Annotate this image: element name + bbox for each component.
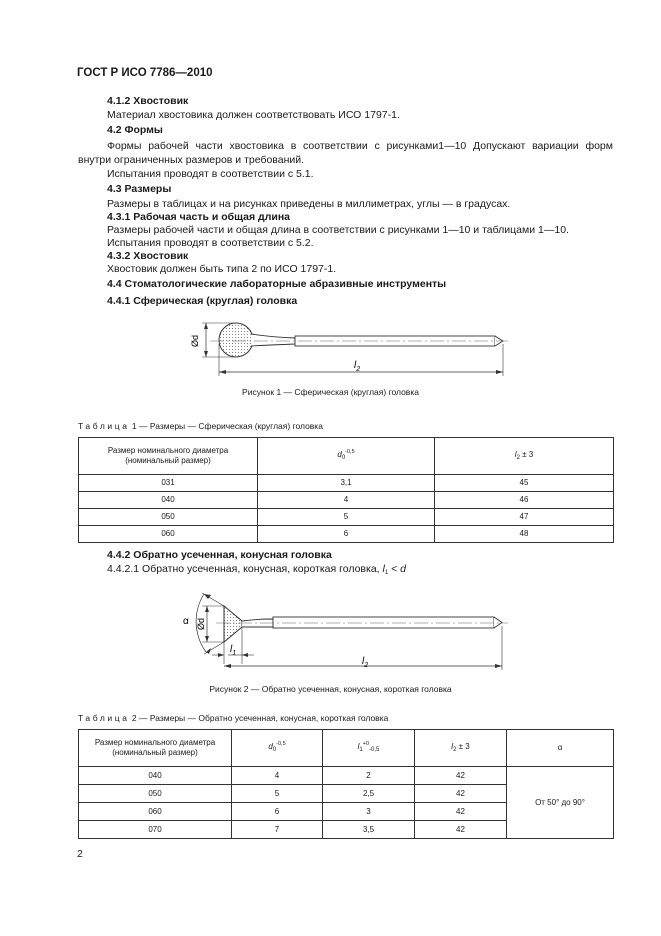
section-4-1-2-title: 4.1.2 Хвостовик	[107, 95, 189, 107]
table-cell: 3,5	[323, 821, 415, 839]
table-2-header-alpha: α	[507, 730, 614, 767]
table-cell: 2	[323, 767, 415, 785]
table-2	[78, 729, 614, 839]
table-1-header-l2: $l_2 \pm 3$	[435, 438, 614, 475]
section-4-4-2-title: 4.4.2 Обратно усеченная, конусная головка	[107, 549, 332, 561]
table-cell: 060	[79, 526, 258, 543]
table-2-alpha-value: От 50° до 90°	[507, 767, 614, 839]
section-4-2-title: 4.2 Формы	[107, 124, 163, 136]
table-cell: 5	[232, 785, 323, 803]
figure-1-dim-l2: $l_2$	[354, 360, 361, 373]
table-1	[78, 437, 614, 543]
table-cell: 070	[79, 821, 232, 839]
table-row	[79, 767, 614, 785]
table-cell: 3	[323, 803, 415, 821]
section-4-3-1-text-line1: Размеры рабочей части и общая длина в соответствии с рисунками 1—10 и таблицами 1—10.	[107, 224, 569, 236]
table-row	[79, 475, 614, 492]
table-row	[79, 526, 614, 543]
section-4-3-title: 4.3 Размеры	[107, 183, 172, 195]
page-number: 2	[77, 848, 83, 860]
table-cell: 031	[79, 475, 258, 492]
figure-2-dim-alpha: α	[183, 616, 189, 627]
table-cell: 5	[258, 509, 435, 526]
table-1-header-d: $d_0^{-0,5}$	[258, 438, 435, 475]
figure-2-drawing	[172, 586, 512, 674]
table-cell: 42	[415, 785, 507, 803]
section-4-4-2-1-title: 4.4.2.1 Обратно усеченная, конусная, короткая головка, $l_1 < d$	[107, 563, 406, 576]
section-4-4-1-title: 4.4.1 Сферическая (круглая) головка	[107, 295, 298, 307]
section-4-4-title: 4.4 Стоматологические лабораторные абразивные инструменты	[107, 278, 447, 290]
figure-2-dim-l1: $l_1$	[230, 644, 237, 657]
table-2-header-size: Размер номинального диаметра (номинальный размер)	[79, 730, 232, 767]
figure-1-caption: Рисунок 1 — Сферическая (круглая) головка	[242, 387, 419, 397]
table-cell: 47	[435, 509, 614, 526]
table-cell: 46	[435, 492, 614, 509]
document-header: ГОСТ Р ИСО 7786—2010	[77, 67, 213, 79]
table-cell: 040	[79, 492, 258, 509]
section-4-2-text-line1: Формы рабочей части хвостовика в соответствии с рисунками1—10 Допускают вариации форм	[107, 140, 613, 152]
section-4-1-2-text: Материал хвостовика должен соответствовать ИСО 1797-1.	[107, 109, 400, 121]
cone-head-shape	[224, 606, 242, 642]
table-2-header-d: $d_0^{-0,5}$	[232, 730, 323, 767]
table-cell: 42	[415, 767, 507, 785]
table-row	[79, 509, 614, 526]
table-1-caption: Таблица 1 — Размеры — Сферическая (круглая) головка	[78, 421, 323, 431]
table-cell: 4	[258, 492, 435, 509]
table-cell: 4	[232, 767, 323, 785]
section-4-2-text-line3: Испытания проводят в соответствии с 5.1.	[107, 168, 314, 180]
table-cell: 060	[79, 803, 232, 821]
table-1-header-size: Размер номинального диаметра (номинальный размер)	[79, 438, 258, 475]
figure-1-drawing	[180, 312, 510, 384]
table-cell: 48	[435, 526, 614, 543]
table-cell: 040	[79, 767, 232, 785]
table-cell: 3,1	[258, 475, 435, 492]
table-cell: 42	[415, 821, 507, 839]
table-cell: 45	[435, 475, 614, 492]
sphere-head-shape	[219, 323, 253, 357]
section-4-3-1-title: 4.3.1 Рабочая часть и общая длина	[107, 211, 290, 223]
shank-shape	[273, 617, 494, 628]
table-2-header-l1: $l_1^{+0}_{-0,5}$	[323, 730, 415, 767]
figure-2-caption: Рисунок 2 — Обратно усеченная, конусная, короткая головка	[209, 684, 452, 694]
table-cell: 2,5	[323, 785, 415, 803]
section-4-2-text-line2: внутри ограниченных размеров и требований.	[78, 154, 305, 166]
table-cell: 7	[232, 821, 323, 839]
table-cell: 050	[79, 509, 258, 526]
section-4-3-2-title: 4.3.2 Хвостовик	[107, 250, 189, 262]
section-4-3-text: Размеры в таблицах и на рисунках приведены в миллиметрах, углы — в градусах.	[107, 198, 511, 210]
table-2-caption: Таблица 2 — Размеры — Обратно усеченная, конусная, короткая головка	[78, 713, 389, 723]
table-cell: 050	[79, 785, 232, 803]
section-4-3-1-text-line2: Испытания проводят в соответствии с 5.2.	[107, 237, 314, 249]
section-4-3-2-text: Хвостовик должен быть типа 2 по ИСО 1797-1.	[107, 263, 337, 275]
table-cell: 6	[232, 803, 323, 821]
table-cell: 42	[415, 803, 507, 821]
figure-1-dim-d: Ød	[190, 334, 200, 348]
table-row	[79, 492, 614, 509]
figure-2-dim-l2: $l_2$	[362, 656, 369, 669]
figure-2-dim-d: Ød	[196, 617, 206, 631]
table-2-header-row	[79, 730, 614, 767]
table-1-header-row	[79, 438, 614, 475]
table-2-header-l2: $l_2 \pm 3$	[415, 730, 507, 767]
table-cell: 6	[258, 526, 435, 543]
